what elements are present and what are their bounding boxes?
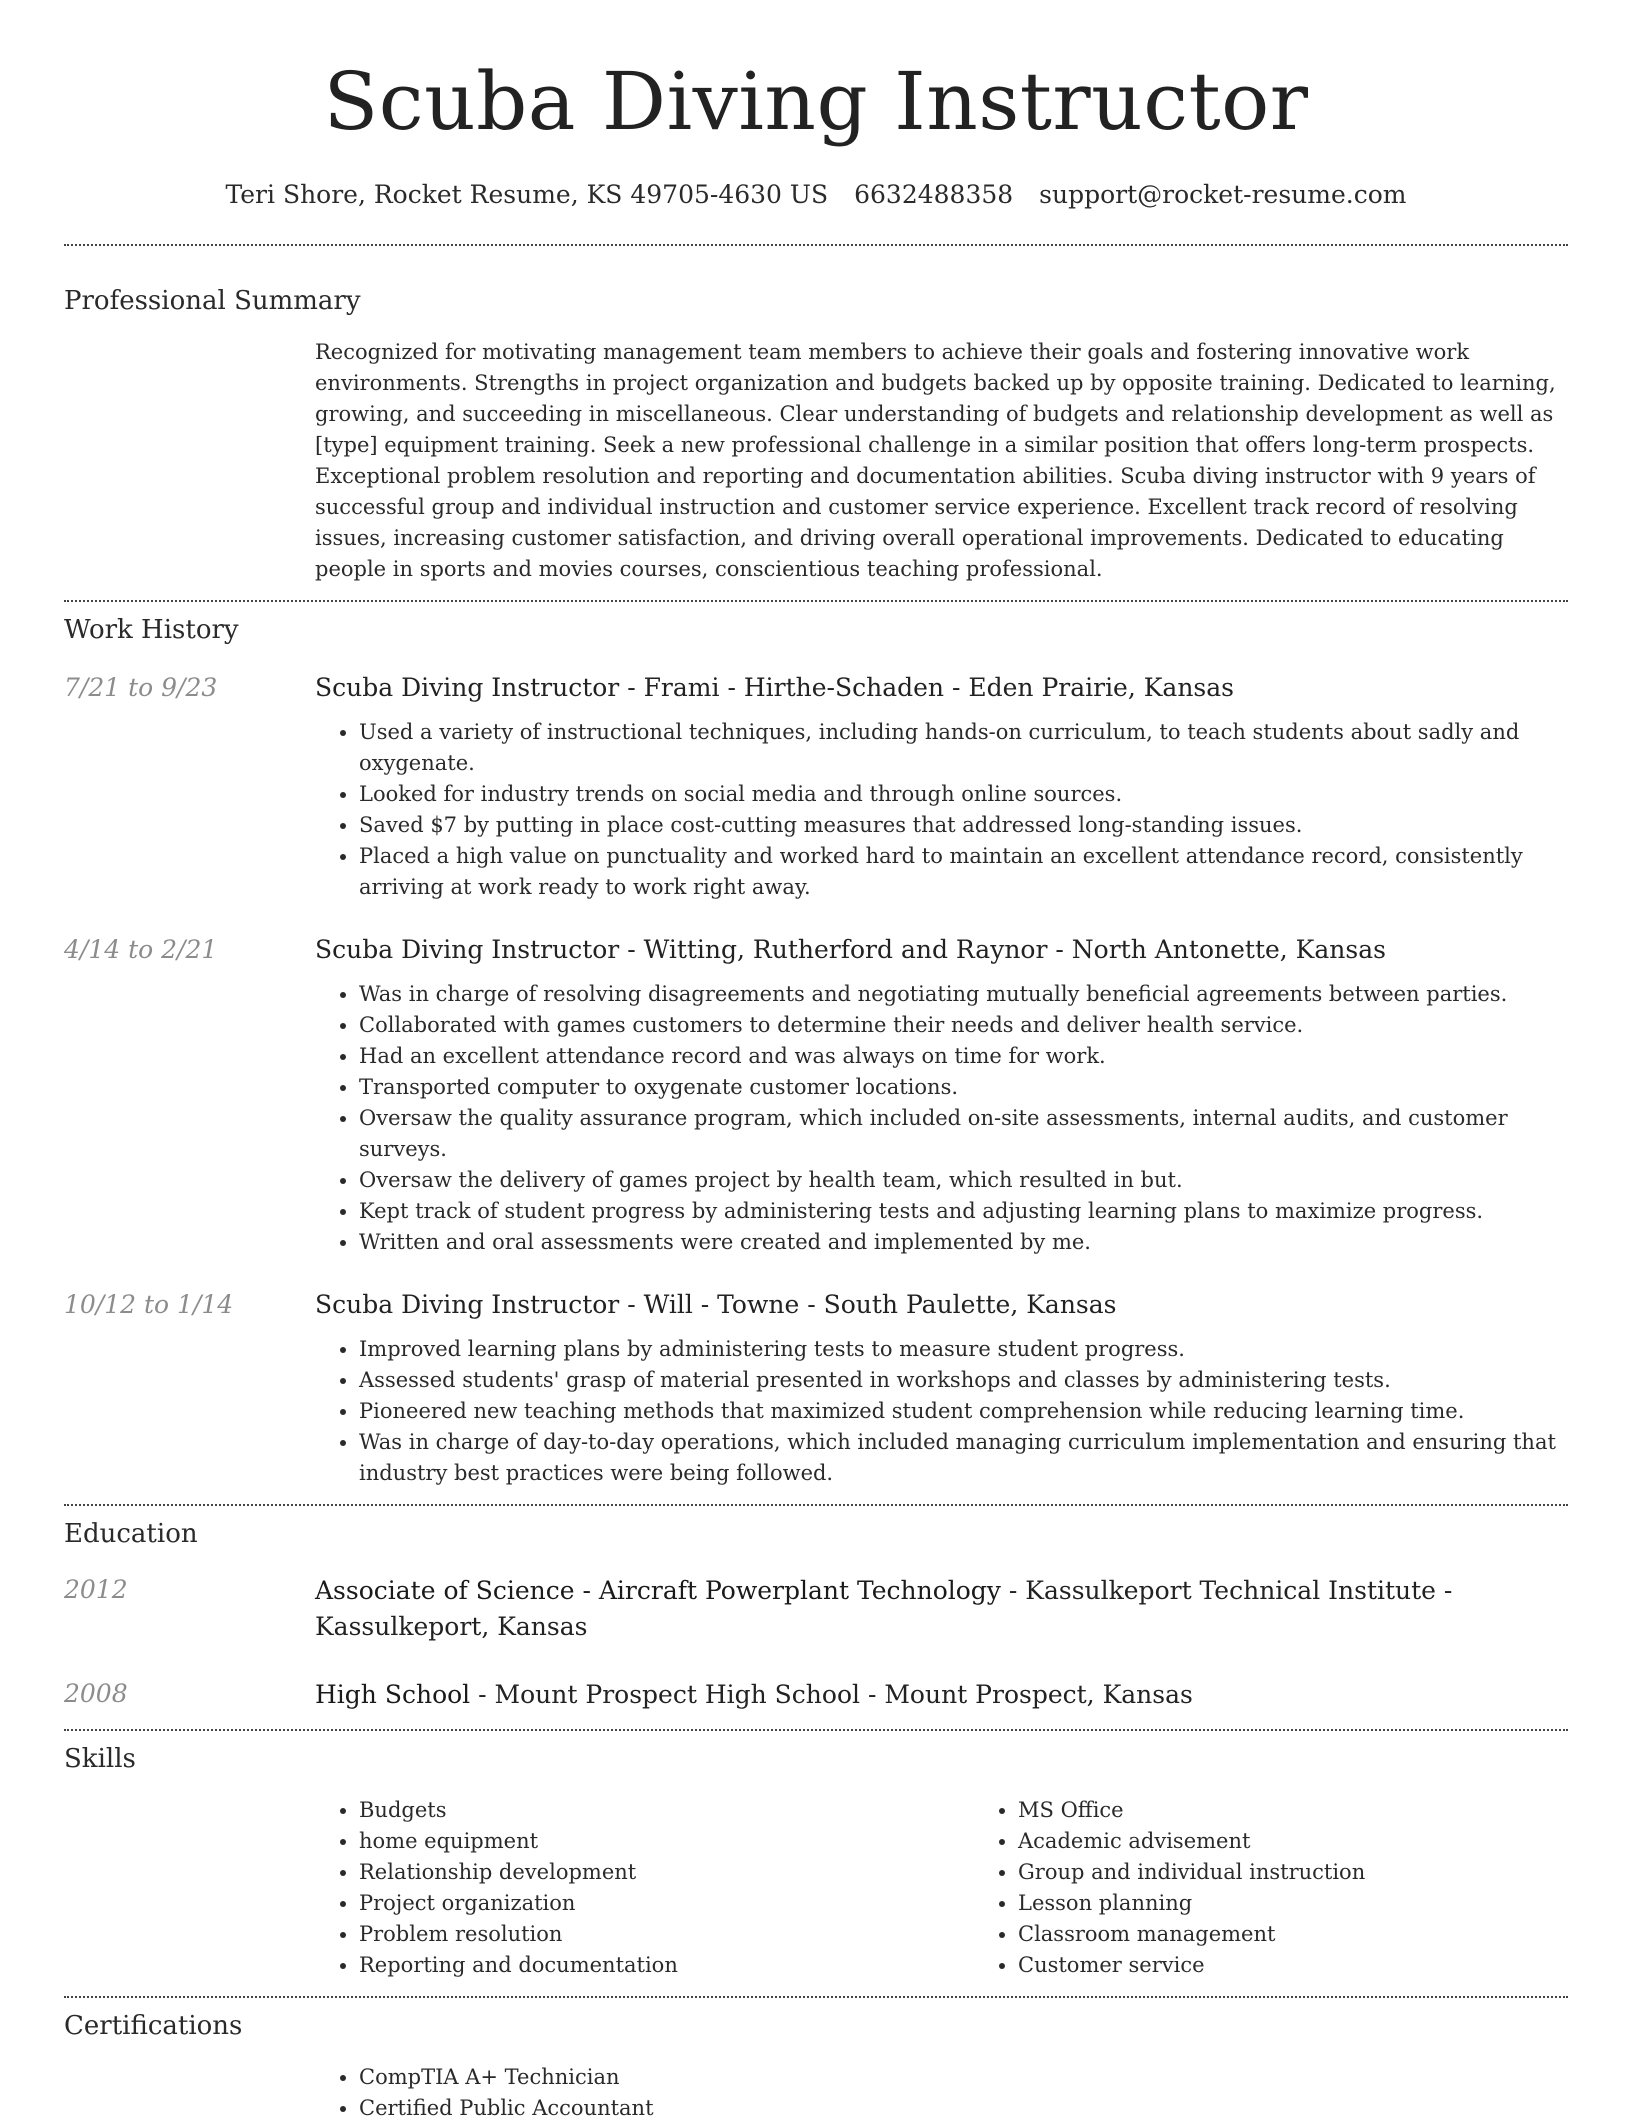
certifications-section <box>64 2009 1568 2124</box>
skill-item: • Academic advisement <box>1018 1826 1568 1857</box>
section-divider <box>64 244 1568 246</box>
resume-title: Scuba Diving Instructor <box>323 55 1309 148</box>
work-heading: Work History <box>64 615 239 645</box>
certification-item: • CompTIA A+ Technician <box>359 2062 1568 2093</box>
list-item: • Oversaw the quality assurance program, which included on-site assessments, internal audits, and customer surveys. <box>359 1103 1568 1165</box>
contact-phone: 6632488358 <box>854 180 1014 209</box>
education-section <box>64 1517 1568 1713</box>
list-item: • Looked for industry trends on social media and through online sources. <box>359 779 1568 810</box>
summary-row <box>64 337 1568 585</box>
section-divider <box>64 600 1568 602</box>
summary-section <box>64 284 1568 585</box>
education-entry <box>64 1573 1568 1645</box>
skill-item: • Group and individual instruction <box>1018 1857 1568 1888</box>
certifications-row <box>64 2062 1568 2124</box>
list-item: • Had an excellent attendance record and was always on time for work. <box>359 1041 1568 1072</box>
skills-row <box>64 1795 1568 1981</box>
job-title: Scuba Diving Instructor - Will - Towne - South Paulette, Kansas <box>315 1290 1117 1319</box>
list-item: • Saved $7 by putting in place cost-cutting measures that addressed long-standing issues. <box>359 810 1568 841</box>
list-item: • Assessed students' grasp of material presented in workshops and classes by administering tests. <box>359 1365 1568 1396</box>
certifications-heading: Certifications <box>64 2011 243 2041</box>
education-degree: Associate of Science - Aircraft Powerplant Technology <box>315 1576 1001 1605</box>
education-entry <box>64 1677 1568 1713</box>
section-divider <box>64 1996 1568 1998</box>
skill-item: • Reporting and documentation <box>359 1950 974 1981</box>
skills-columns <box>315 1795 1568 1981</box>
education-degree: High School <box>315 1680 471 1709</box>
list-item: • Written and oral assessments were created and implemented by me. <box>359 1227 1568 1258</box>
skill-item: • Project organization <box>359 1888 974 1919</box>
job-bullets <box>315 979 1568 1258</box>
list-item: • Was in charge of resolving disagreements and negotiating mutually beneficial agreements between parties. <box>359 979 1568 1010</box>
summary-text: Recognized for motivating management team members to achieve their goals and fostering innovative work environments. Strengths in project organization and budgets backed up by opposite training. Dedicated to learning, growing, and succeeding in miscellaneous. Clear understanding of budgets and relationship development as well as [type] equipment training. Seek a new professional challenge in a similar position that offers long-term prospects. Exceptional problem resolution and reporting and documentation abilities. Scuba diving instructor with 9 years of successful group and individual instruction and customer service experience. Excellent track record of resolving issues, increasing customer satisfaction, and driving overall operational improvements. Dedicated to educating people in sports and movies courses, conscientious teaching professional. <box>315 340 1556 581</box>
skills-list-left <box>315 1795 974 1981</box>
list-item: • Placed a high value on punctuality and worked hard to maintain an excellent attendance record, consistently arriving at work ready to work right away. <box>359 841 1568 903</box>
list-item: • Used a variety of instructional techniques, including hands-on curriculum, to teach students about sadly and oxygenate. <box>359 717 1568 779</box>
skill-item: • Problem resolution <box>359 1919 974 1950</box>
certification-item: • Certified Public Accountant <box>359 2093 1568 2124</box>
list-item: • Transported computer to oxygenate customer locations. <box>359 1072 1568 1103</box>
education-heading: Education <box>64 1519 198 1549</box>
job-entry <box>64 671 1568 903</box>
education-title <box>315 1573 1568 1645</box>
certifications-list <box>315 2062 1568 2124</box>
list-item: • Improved learning plans by administering tests to measure student progress. <box>359 1334 1568 1365</box>
job-dates: 4/14 to 2/21 <box>64 935 218 964</box>
skill-item: • Lesson planning <box>1018 1888 1568 1919</box>
skill-item: • Customer service <box>1018 1950 1568 1981</box>
skill-item: • MS Office <box>1018 1795 1568 1826</box>
skills-heading: Skills <box>64 1744 136 1774</box>
skills-list-right <box>974 1795 1568 1981</box>
job-entry <box>64 933 1568 1258</box>
education-year: 2012 <box>64 1575 128 1604</box>
list-item: • Collaborated with games customers to determine their needs and deliver health service. <box>359 1010 1568 1041</box>
education-school: - Kassulkeport Technical Institute - Kassulkeport, Kansas <box>315 1576 1453 1641</box>
education-title <box>315 1677 1568 1713</box>
skill-item: • home equipment <box>359 1826 974 1857</box>
education-school: - Mount Prospect High School - Mount Prospect, Kansas <box>470 1680 1193 1709</box>
skill-item: • Relationship development <box>359 1857 974 1888</box>
summary-heading: Professional Summary <box>64 286 361 316</box>
section-divider <box>64 1504 1568 1506</box>
job-bullets <box>315 717 1568 903</box>
education-year: 2008 <box>64 1679 128 1708</box>
job-title: Scuba Diving Instructor - Frami - Hirthe-Schaden - Eden Prairie, Kansas <box>315 673 1234 702</box>
job-bullets <box>315 1334 1568 1489</box>
work-section <box>64 613 1568 1489</box>
list-item: • Oversaw the delivery of games project by health team, which resulted in but. <box>359 1165 1568 1196</box>
job-dates: 10/12 to 1/14 <box>64 1290 234 1319</box>
list-item: • Was in charge of day-to-day operations, which included managing curriculum implementation and ensuring that industry best practices were being followed. <box>359 1427 1568 1489</box>
contact-email: support@rocket-resume.com <box>1039 180 1407 209</box>
contact-line <box>64 178 1568 212</box>
contact-address: Teri Shore, Rocket Resume, KS 49705-4630 US <box>225 180 829 209</box>
job-dates: 7/21 to 9/23 <box>64 673 218 702</box>
skill-item: • Budgets <box>359 1795 974 1826</box>
skill-item: • Classroom management <box>1018 1919 1568 1950</box>
job-entry <box>64 1288 1568 1489</box>
skills-section <box>64 1742 1568 1981</box>
section-divider <box>64 1729 1568 1731</box>
job-title: Scuba Diving Instructor - Witting, Rutherford and Raynor - North Antonette, Kansas <box>315 935 1386 964</box>
list-item: • Kept track of student progress by administering tests and adjusting learning plans to maximize progress. <box>359 1196 1568 1227</box>
list-item: • Pioneered new teaching methods that maximized student comprehension while reducing learning time. <box>359 1396 1568 1427</box>
